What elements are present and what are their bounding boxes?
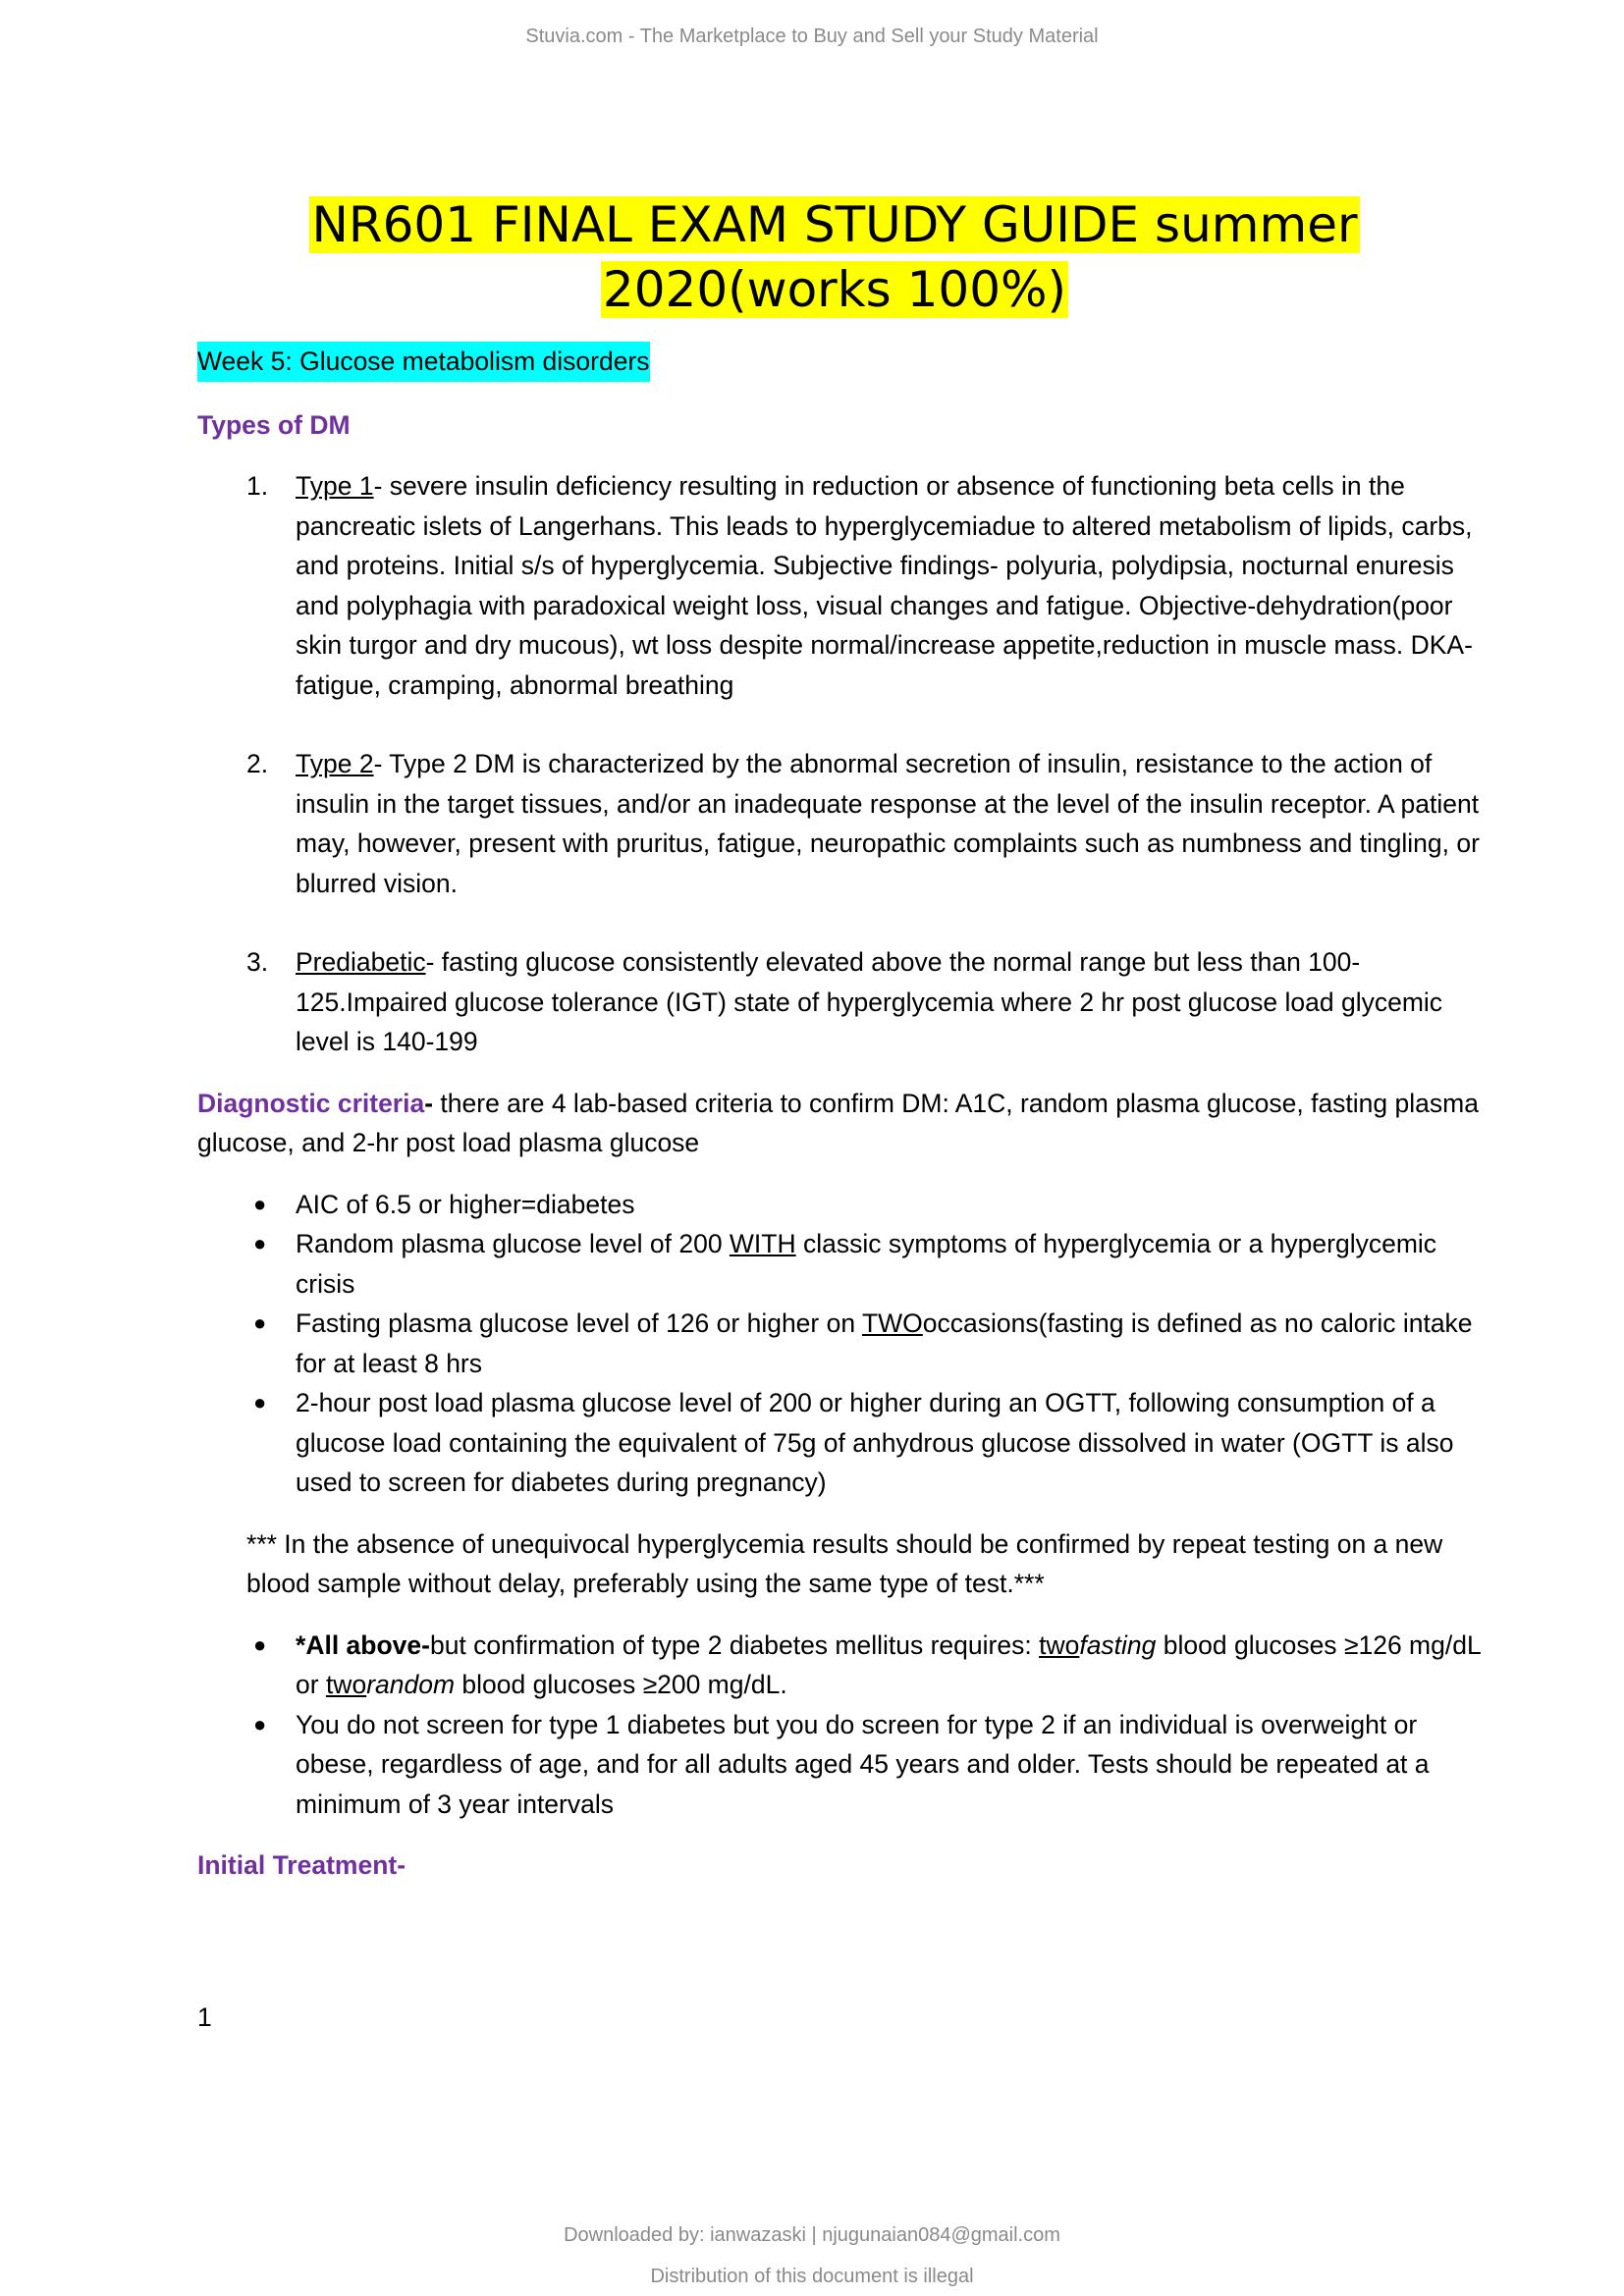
title-line-1: NR601 FINAL EXAM STUDY GUIDE summer — [311, 196, 1358, 253]
bullet-icon: ● — [253, 1390, 267, 1415]
bullet-text: Random plasma glucose level of 200 — [296, 1229, 730, 1258]
bullet-italic: fasting — [1079, 1629, 1157, 1660]
document-body — [197, 342, 1484, 1886]
bullet-text: but confirmation of type 2 diabetes mellitus requires: — [429, 1629, 1040, 1660]
bullet-item — [197, 1383, 1484, 1503]
bullet-text: Fasting plasma glucose level of 126 or higher on — [296, 1308, 862, 1338]
bullet-icon: ● — [253, 1191, 267, 1216]
bullet-underlined: two — [325, 1670, 367, 1699]
title-line-2: 2020(works 100%) — [602, 261, 1067, 318]
week-heading: Week 5: Glucose metabolism disorders — [197, 342, 650, 382]
bullet-icon: ● — [253, 1711, 267, 1736]
bullet-text: blood glucoses ≥200 mg/dL. — [455, 1670, 787, 1699]
numbered-item-type-1 — [197, 466, 1484, 705]
item-number: 2. — [246, 749, 269, 778]
bullet-italic: random — [366, 1670, 456, 1699]
download-notice: Downloaded by: ianwazaski | njugunaian084@gmail.com — [564, 2224, 1060, 2246]
bullet-item — [197, 1304, 1484, 1383]
numbered-item-prediabetic — [197, 942, 1484, 1062]
bullet-item — [197, 1224, 1484, 1304]
bullet-bold: *All above- — [296, 1629, 430, 1660]
item-text: - severe insulin deficiency resulting in reduction or absence of functioning beta cells in the pancreatic islets of Langerhans. This leads to hyperglycemiadue to altered metabolism of lipids, carbs, and proteins. Initial s/s of hyperglycemia. Subjective findings- polyuria, polydipsia, nocturnal enuresis and polyphagia with paradoxical weight loss, visual changes and fatigue. Objective-dehydration(poor skin turgor and dry mucous), wt loss despite normal/increase appetite,reduction in muscle mass. DKA-fatigue, cramping, abnormal breathing — [296, 471, 1473, 700]
diagnostic-dash: - — [424, 1088, 434, 1118]
item-text: - fasting glucose consistently elevated above the normal range but less than 100-125.Impaired glucose tolerance (IGT) state of hyperglycemia where 2 hr post glucose load glycemic level is 140-199 — [296, 947, 1443, 1056]
bullet-text: 2-hour post load plasma glucose level of 200 or higher during an OGTT, following consumption of a glucose load containing the equivalent of 75g of anhydrous glucose dissolved in water (OGTT is also used to screen for diabetes during pregnancy) — [296, 1388, 1454, 1497]
watermark-header: Stuvia.com - The Marketplace to Buy and Sell your Study Material — [525, 26, 1099, 47]
bullet-text: blood glucoses ≥126 mg/dL or — [296, 1629, 1481, 1699]
bullet-underlined: two — [1039, 1629, 1080, 1660]
initial-treatment-heading: Initial Treatment — [197, 1850, 398, 1880]
types-heading: Types of DM — [197, 409, 351, 440]
numbered-item-type-2 — [197, 744, 1484, 903]
bullet-icon: ● — [253, 1310, 267, 1335]
bullet-item — [197, 1626, 1484, 1705]
initial-treatment-dash: - — [397, 1850, 406, 1880]
item-text: - Type 2 DM is characterized by the abnormal secretion of insulin, resistance to the action of insulin in the target tissues, and/or an inadequate response at the level of the insulin receptor. A patient may, however, present with pruritus, fatigue, neuropathic complaints such as numbness and tingling, or blurred vision. — [296, 749, 1480, 898]
confirmation-note: *** In the absence of unequivocal hyperglycemia results should be confirmed by repeat testing on a new blood sample without delay, preferably using the same type of test.*** — [246, 1528, 1443, 1598]
distribution-notice: Distribution of this document is illegal — [650, 2266, 974, 2287]
item-label: Prediabetic — [296, 947, 426, 977]
bullet-text: occasions(fasting is defined as no caloric intake for at least 8 hrs — [296, 1308, 1473, 1378]
initial-treatment-paragraph — [197, 1845, 1484, 1886]
bullet-text: classic symptoms of hyperglycemia or a hyperglycemic crisis — [296, 1229, 1437, 1299]
bullet-icon: ● — [253, 1631, 267, 1657]
bullet-text: AIC of 6.5 or higher=diabetes — [296, 1189, 635, 1219]
diagnostic-text: there are 4 lab-based criteria to confirm DM: A1C, random plasma glucose, fasting plasma glucose, and 2-hr post load plasma glucose — [197, 1088, 1479, 1157]
diagnostic-paragraph — [197, 1084, 1484, 1163]
bullet-item — [197, 1185, 1484, 1225]
bullet-text: You do not screen for type 1 diabetes but you do screen for type 2 if an individual is overweight or obese, regardless of age, and for all adults aged 45 years and older. Tests should be repeated at a minimum of 3 year intervals — [296, 1709, 1430, 1819]
item-number: 3. — [246, 947, 269, 977]
item-number: 1. — [246, 471, 269, 501]
page-number: 1 — [197, 2002, 212, 2032]
bullet-underlined: WITH — [729, 1229, 796, 1258]
diagnostic-heading: Diagnostic criteria — [197, 1088, 425, 1118]
document-title — [196, 192, 1473, 322]
item-label: Type 2 — [296, 749, 374, 778]
bullet-item — [197, 1705, 1484, 1825]
bullet-icon: ● — [253, 1231, 267, 1255]
bullet-underlined: TWO — [861, 1308, 923, 1338]
item-label: Type 1 — [296, 471, 374, 501]
